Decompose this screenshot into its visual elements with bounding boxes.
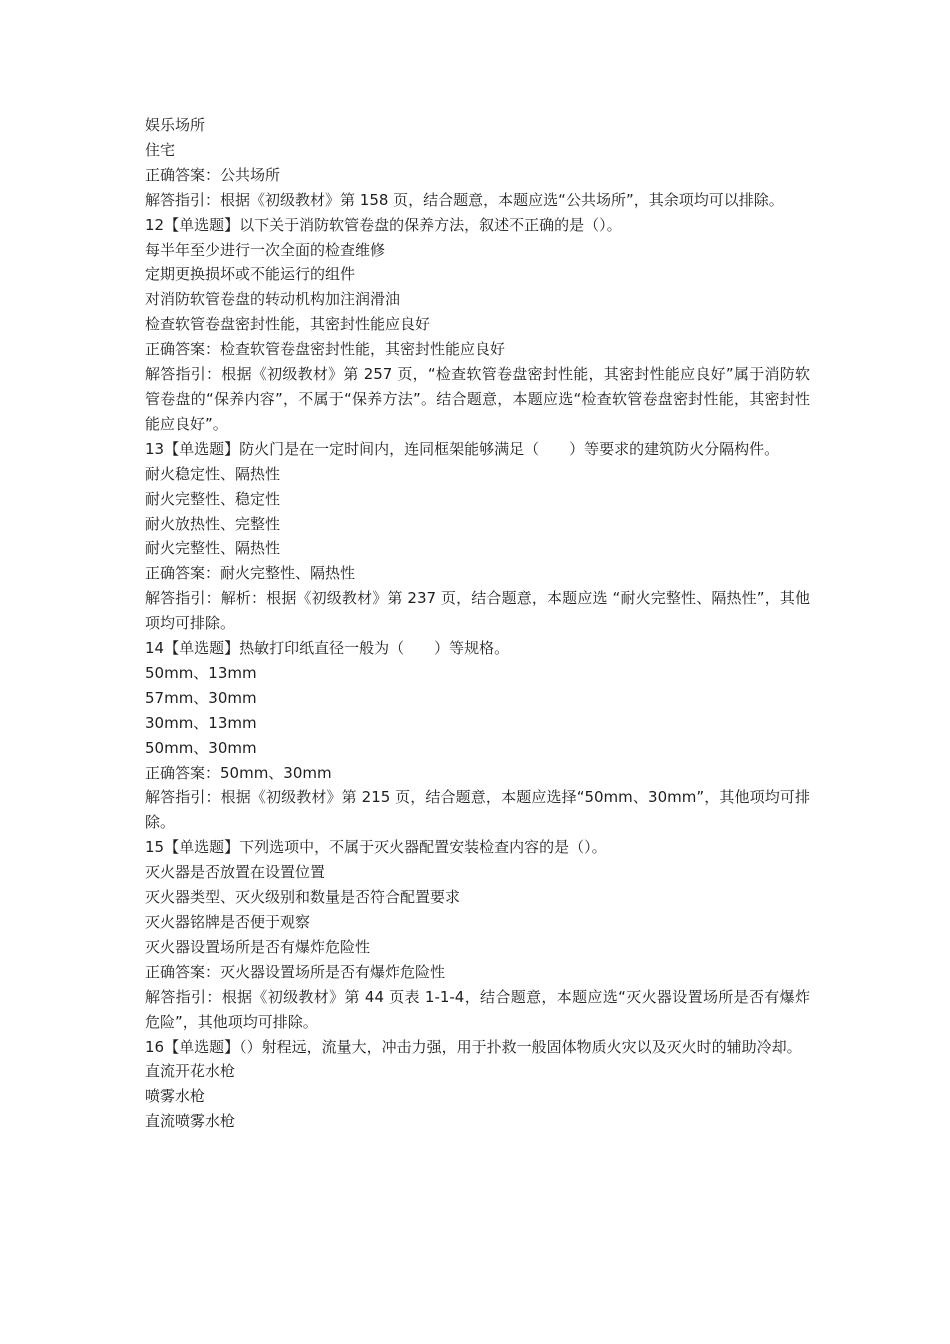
- option-text: 喷雾水枪: [145, 1087, 206, 1106]
- correct-answer: 正确答案：检查软管卷盘密封性能，其密封性能应良好: [145, 340, 506, 359]
- option-text: 50mm、13mm: [145, 663, 257, 682]
- option-text: 耐火完整性、隔热性: [145, 539, 281, 558]
- option-text: 直流喷雾水枪: [145, 1112, 236, 1131]
- option-text: 定期更换损坏或不能运行的组件: [145, 265, 356, 284]
- option-text: 50mm、30mm: [145, 738, 257, 757]
- question-13: 13【单选题】防火门是在一定时间内，连同框架能够满足（ ）等要求的建筑防火分隔构件。: [145, 439, 780, 458]
- document-body: [145, 113, 810, 1134]
- option-text: 灭火器铭牌是否便于观察: [145, 913, 311, 931]
- option-text: 灭火器是否放置在设置位置: [145, 863, 326, 882]
- option-text: 灭火器设置场所是否有爆炸危险性: [145, 937, 371, 956]
- correct-answer: 正确答案：公共场所: [145, 165, 281, 184]
- option-text: 住宅: [145, 140, 176, 159]
- answer-explanation: 解答指引：根据《初级教材》第 158 页，结合题意，本题应选“公共场所”，其余项均可以排除。: [145, 190, 784, 209]
- option-text: 每半年至少进行一次全面的检查维修: [145, 240, 386, 259]
- option-text: 对消防软管卷盘的转动机构加注润滑油: [145, 290, 401, 309]
- answer-explanation: 解答指引：解析：根据《初级教材》第 237 页，结合题意，本题应选 “耐火完整性、隔热性”，其他项均可排除。: [145, 589, 810, 633]
- question-16: 16【单选题】（）射程远，流量大，冲击力强，用于扑救一般固体物质火灾以及灭火时的辅助冷却。: [145, 1037, 802, 1056]
- option-text: 30mm、13mm: [145, 713, 257, 732]
- correct-answer: 正确答案：50mm、30mm: [145, 763, 332, 782]
- answer-explanation: 解答指引：根据《初级教材》第 215 页，结合题意，本题应选择“50mm、30mm”，其他项均可排除。: [145, 788, 810, 832]
- option-text: 57mm、30mm: [145, 688, 257, 707]
- option-text: 娱乐场所: [145, 116, 206, 134]
- option-text: 灭火器类型、灭火级别和数量是否符合配置要求: [145, 888, 461, 907]
- question-15: 15【单选题】下列选项中，不属于灭火器配置安装检查内容的是（）。: [145, 838, 607, 857]
- question-12: 12【单选题】以下关于消防软管卷盘的保养方法，叙述不正确的是（）。: [145, 215, 622, 234]
- option-text: 耐火稳定性、隔热性: [145, 464, 281, 483]
- option-text: 直流开花水枪: [145, 1062, 236, 1081]
- answer-explanation: 解答指引：根据《初级教材》第 44 页表 1-1-4，结合题意，本题应选“灭火器设置场所是否有爆炸危险”，其他项均可排除。: [145, 987, 810, 1031]
- question-14: 14【单选题】热敏打印纸直径一般为（ ）等规格。: [145, 639, 510, 658]
- option-text: 耐火完整性、稳定性: [145, 489, 281, 508]
- correct-answer: 正确答案：耐火完整性、隔热性: [145, 564, 356, 583]
- answer-explanation: 解答指引：根据《初级教材》第 257 页，“检查软管卷盘密封性能，其密封性能应良好”属于消防软管卷盘的“保养内容”，不属于“保养方法”。结合题意，本题应选“检查软管卷盘密封性能，其密封性能应良好”。: [145, 365, 810, 433]
- option-text: 耐火放热性、完整性: [145, 514, 281, 533]
- correct-answer: 正确答案：灭火器设置场所是否有爆炸危险性: [145, 962, 446, 981]
- option-text: 检查软管卷盘密封性能，其密封性能应良好: [145, 315, 431, 334]
